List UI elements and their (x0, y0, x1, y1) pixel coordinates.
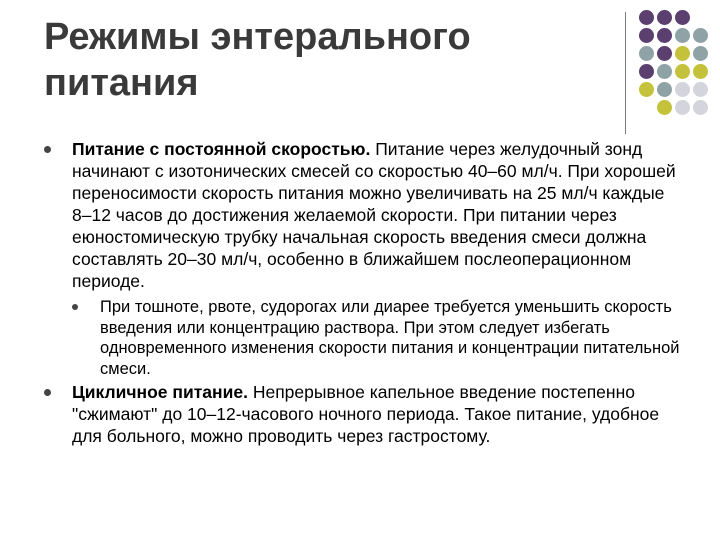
bullet-text: Непрерывное капельное введение постепенно "сжимают" до 10–12-часового ночного периода. Такое питание, удобное для больного, можно проводить через гастростому. (72, 382, 660, 446)
decorative-dot (693, 46, 708, 61)
decorative-dot (693, 28, 708, 43)
decorative-dot (639, 10, 654, 25)
sub-bullet-dot-icon (72, 304, 78, 310)
decorative-dot (675, 100, 690, 115)
decorative-dot (639, 46, 654, 61)
slide-title-line-2: питания (44, 62, 199, 104)
bullet-text: Питание через желудочный зонд начинают с изотонических смесей со скоростью 40–60 мл/ч. При хорошей переносимости скорость питания можно увеличивать на 25 мл/ч каждые 8–12 часов до достижения желаемой скорости. При питании через еюностомическую трубку начальная скорость введения смеси должна составлять 20–30 мл/ч, особенно в ближайшем послеоперационном периоде. (72, 139, 676, 291)
bullet-dot-icon (44, 389, 51, 396)
decorative-dot (675, 64, 690, 79)
sub-bullet-text: При тошноте, рвоте, судорогах или диарее требуется уменьшить скорость введения или концентрацию раствора. При этом следует избегать одновременного изменения скорости питания и концентрации питательной смеси. (100, 298, 680, 378)
decorative-dot (639, 64, 654, 79)
decorative-dot (693, 100, 708, 115)
decorative-dot (693, 64, 708, 79)
decorative-dot (657, 10, 672, 25)
decorative-dot (657, 100, 672, 115)
decorative-dot (657, 82, 672, 97)
decorative-dot (639, 82, 654, 97)
bullet-heading: Питание с постоянной скоростью. (72, 139, 371, 159)
bullet-constant-rate (44, 138, 684, 292)
decorative-divider (625, 12, 626, 134)
decorative-dot (675, 82, 690, 97)
decorative-dot-grid (639, 10, 719, 120)
decorative-dot (675, 28, 690, 43)
slide-body (44, 136, 684, 447)
decorative-dot (639, 28, 654, 43)
decorative-dot (657, 28, 672, 43)
slide-title (44, 14, 604, 106)
decorative-dot (657, 46, 672, 61)
bullet-heading: Цикличное питание. (72, 382, 248, 402)
decorative-dot (693, 82, 708, 97)
decorative-dot (675, 46, 690, 61)
bullet-dot-icon (44, 146, 51, 153)
bullet-cyclic (44, 381, 684, 447)
decorative-dot (657, 64, 672, 79)
decorative-dot (675, 10, 690, 25)
sub-bullet-nausea (44, 297, 684, 379)
slide-title-line-1: Режимы энтерального (44, 16, 471, 58)
